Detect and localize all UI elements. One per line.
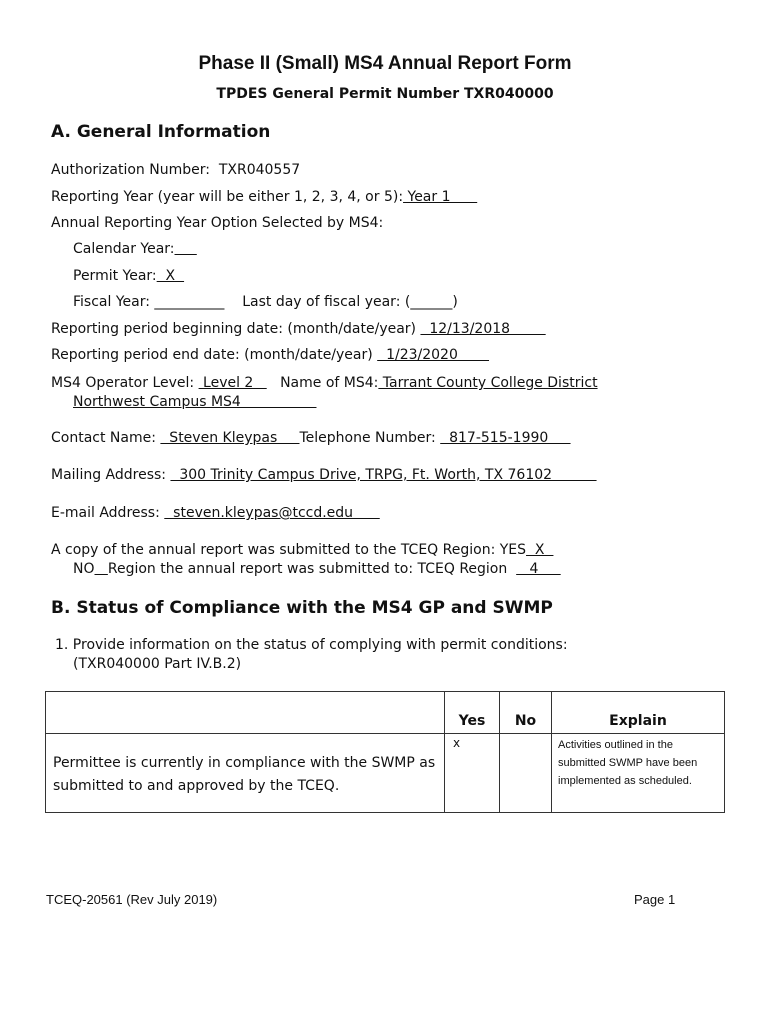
ms4-name-continued-row	[73, 394, 316, 410]
operator-level-row	[51, 375, 598, 391]
authorization-number-row	[51, 162, 300, 178]
copy-no-value	[95, 561, 108, 577]
permit-year-label: Permit Year:	[73, 268, 157, 284]
authorization-value: TXR040557	[218, 162, 301, 178]
telephone-label: Telephone Number:	[299, 430, 436, 446]
period-end-label: Reporting period end date: (month/date/year)	[51, 347, 373, 363]
telephone-value: 817-515-1990	[440, 430, 571, 446]
copy-submitted-label: A copy of the annual report was submitted to the TCEQ Region: YES	[51, 542, 527, 558]
authorization-label: Authorization Number:	[51, 162, 210, 178]
table-row	[46, 734, 725, 813]
reporting-year-value: Year 1	[403, 189, 478, 205]
email-label: E-mail Address:	[51, 505, 160, 521]
table-header-requirement	[46, 692, 445, 734]
reporting-year-label: Reporting Year (year will be either 1, 2, 3, 4, or 5):	[51, 189, 404, 205]
ms4-name-label: Name of MS4:	[280, 375, 379, 391]
form-revision-footer: TCEQ-20561 (Rev July 2019)	[46, 892, 218, 907]
email-value: steven.kleypas@tccd.edu	[164, 505, 380, 521]
calendar-year-label: Calendar Year:	[73, 241, 175, 257]
reporting-year-row	[51, 189, 477, 205]
region-label: Region the annual report was submitted to: TCEQ Region	[107, 561, 508, 577]
calendar-year-value	[175, 241, 197, 257]
section-a-heading: A. General Information	[51, 122, 271, 142]
operator-level-value: Level 2	[198, 375, 267, 391]
last-day-fiscal-label: Last day of fiscal year: (______)	[242, 294, 458, 310]
operator-level-label: MS4 Operator Level:	[51, 375, 195, 391]
ms4-name-value-continued: Northwest Campus MS4	[73, 394, 317, 410]
option-selected-row: Annual Reporting Year Option Selected by MS4:	[51, 215, 384, 231]
period-begin-value: 12/13/2018	[420, 321, 546, 337]
contact-name-value: Steven Kleypas	[160, 430, 300, 446]
table-header-row	[46, 692, 725, 734]
mailing-address-label: Mailing Address:	[51, 467, 167, 483]
region-value: 4	[516, 561, 561, 577]
copy-no-label: NO	[73, 561, 95, 577]
item-1-reference: (TXR040000 Part IV.B.2)	[73, 656, 242, 672]
table-header-explain: Explain	[552, 692, 725, 734]
permit-number-subtitle: TPDES General Permit Number TXR040000	[216, 86, 554, 102]
permit-year-value: X	[156, 268, 185, 284]
period-begin-label: Reporting period beginning date: (month/date/year)	[51, 321, 417, 337]
fiscal-year-row	[73, 294, 458, 310]
table-header-yes: Yes	[445, 692, 500, 734]
copy-yes-value: X	[526, 542, 554, 558]
no-cell	[500, 734, 552, 813]
item-1-text: 1. Provide information on the status of complying with permit conditions:	[55, 637, 568, 653]
contact-row	[51, 430, 571, 446]
period-begin-row	[51, 321, 546, 337]
mailing-address-row	[51, 467, 597, 483]
copy-submitted-row	[51, 542, 553, 558]
form-title: Phase II (Small) MS4 Annual Report Form	[198, 53, 572, 74]
region-row	[73, 561, 561, 577]
compliance-table	[45, 691, 725, 813]
calendar-year-row	[73, 241, 197, 257]
requirement-cell: Permittee is currently in compliance with the SWMP as submitted to and approved by the TCEQ.	[46, 734, 445, 813]
section-b-heading: B. Status of Compliance with the MS4 GP and SWMP	[51, 598, 553, 618]
ms4-name-value: Tarrant County College District	[378, 375, 598, 391]
period-end-row	[51, 347, 489, 363]
table-header-no: No	[500, 692, 552, 734]
contact-name-label: Contact Name:	[51, 430, 156, 446]
mailing-address-value: 300 Trinity Campus Drive, TRPG, Ft. Worth, TX 76102	[170, 467, 597, 483]
fiscal-year-label: Fiscal Year: __________	[73, 294, 225, 310]
permit-year-row	[73, 268, 184, 284]
email-row	[51, 505, 380, 521]
period-end-value: 1/23/2020	[377, 347, 490, 363]
page-number: Page 1	[634, 892, 676, 907]
yes-cell: x	[445, 734, 500, 813]
explain-cell: Activities outlined in the submitted SWMP have been implemented as scheduled.	[552, 734, 725, 813]
